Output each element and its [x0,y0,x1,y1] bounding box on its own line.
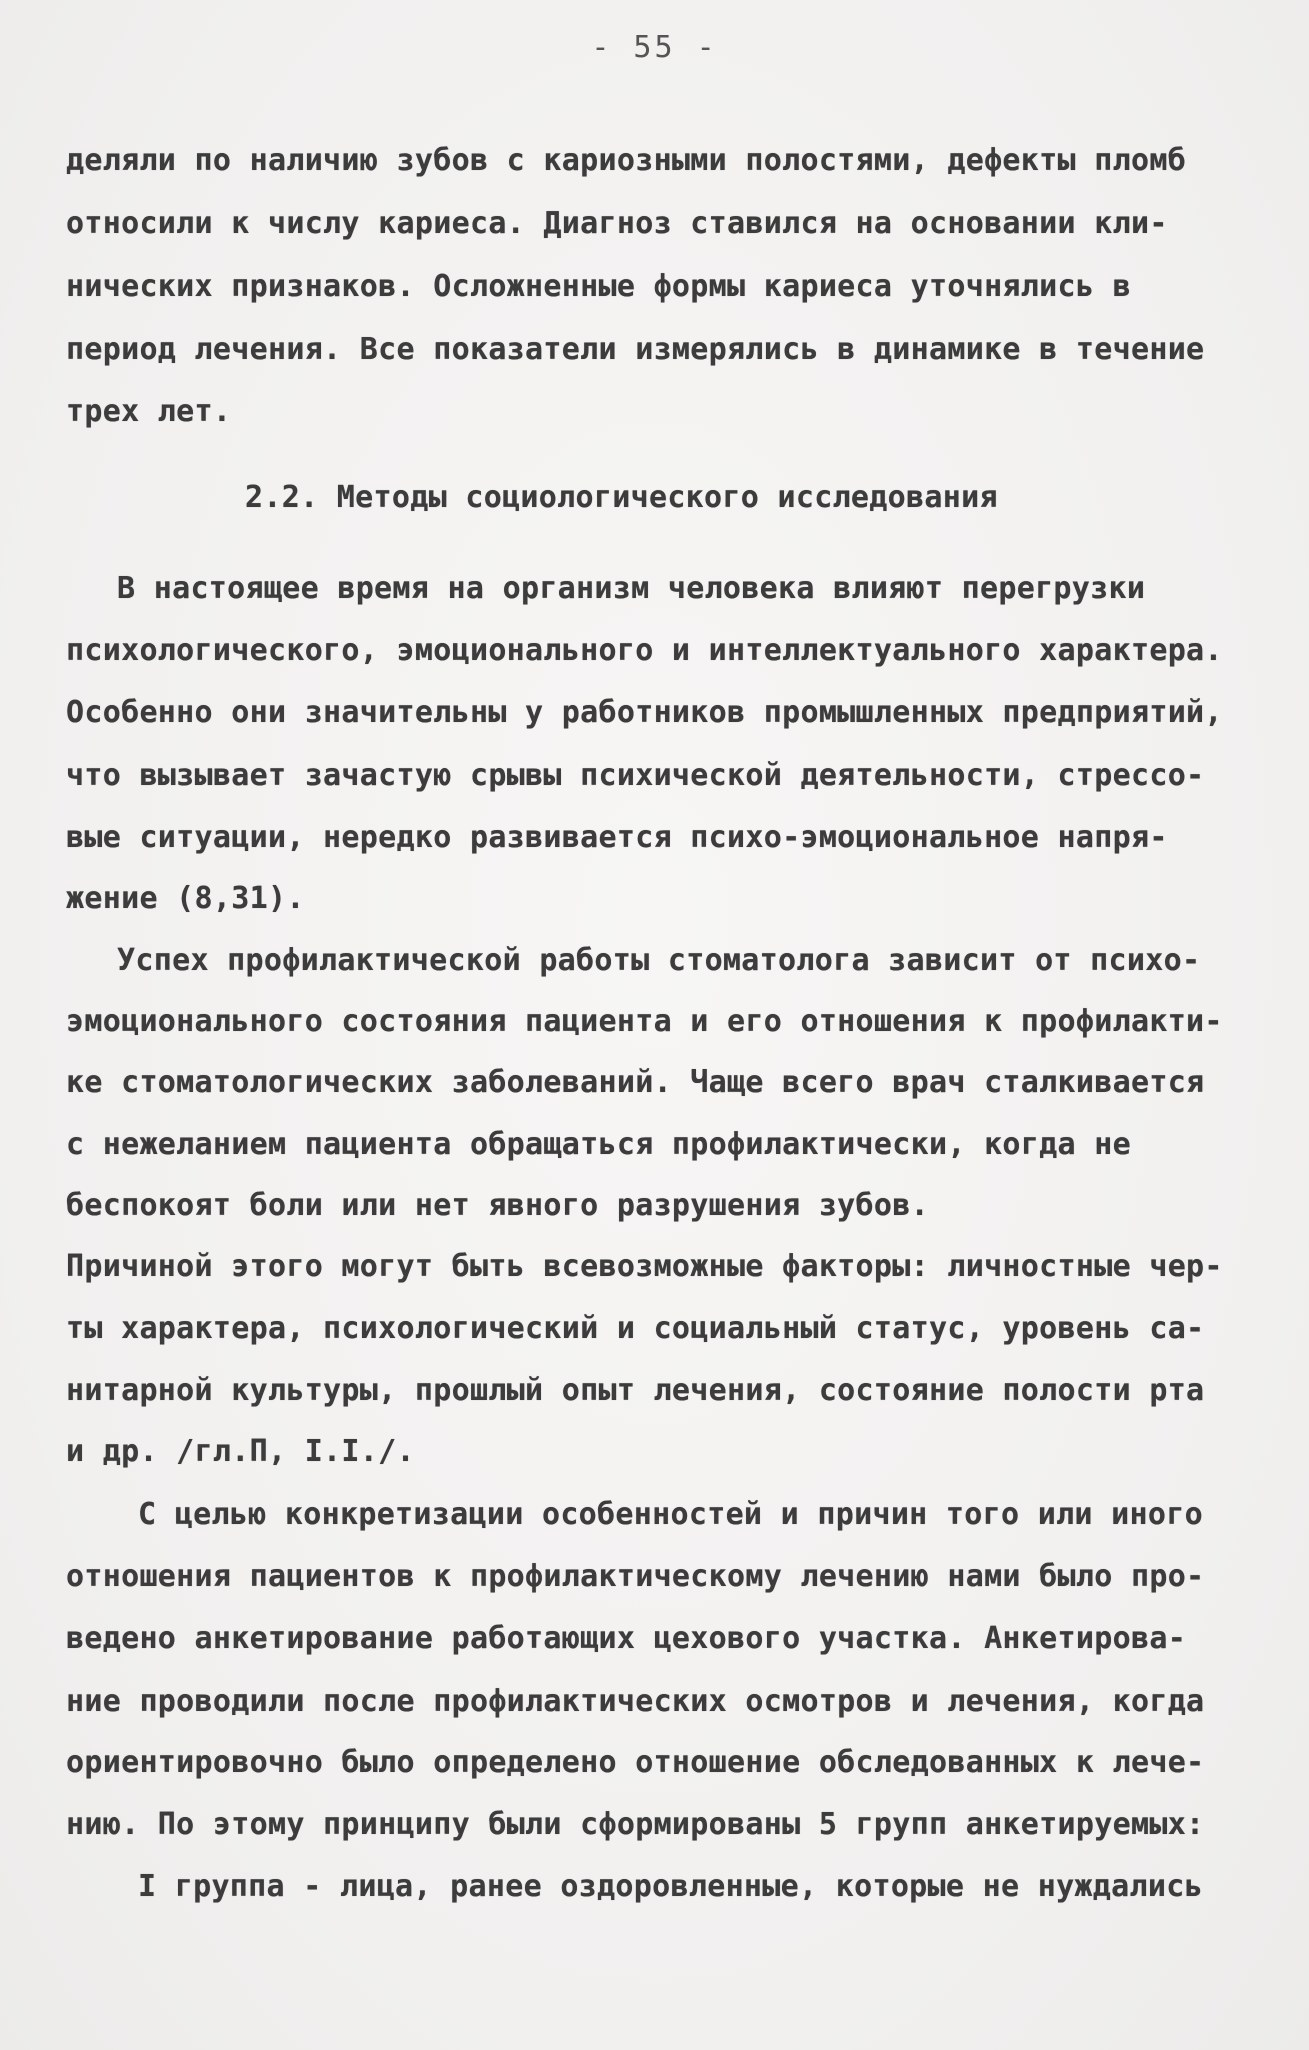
body-line: период лечения. Все показатели измерялись в динамике в течение [66,332,1205,367]
body-line: С целью конкретизации особенностей и причин того или иного [138,1497,1203,1532]
body-line: нитарной культуры, прошлый опыт лечения, состояние полости рта [66,1373,1205,1408]
body-line: Причиной этого могут быть всевозможные факторы: личностные чер- [66,1249,1223,1284]
body-line: Особенно они значительны у работников промышленных предприятий, [66,695,1223,730]
body-line: ориентировочно было определено отношение обследованных к лече- [66,1745,1205,1780]
body-line: вые ситуации, нередко развивается психо-эмоциональное напря- [66,820,1168,855]
body-line: нию. По этому принципу были сформированы 5 групп анкетируемых: [66,1807,1205,1842]
body-line: ке стоматологических заболеваний. Чаще всего врач сталкивается [66,1065,1205,1100]
body-line: деляли по наличию зубов с кариозными полостями, дефекты пломб [66,143,1187,178]
body-line: ведено анкетирование работающих цехового участка. Анкетирова- [66,1621,1187,1656]
section-heading: 2.2. Методы социологического исследования [245,480,998,515]
body-line: психологического, эмоционального и интеллектуального характера. [66,633,1223,668]
body-line: относили к числу кариеса. Диагноз ставился на основании кли- [66,206,1168,241]
body-line: что вызывает зачастую срывы психической деятельности, стрессо- [66,758,1205,793]
page-number: - 55 - [591,30,718,65]
body-line: I группа - лица, ранее оздоровленные, которые не нуждались [138,1869,1203,1904]
body-line: ты характера, психологический и социальный статус, уровень са- [66,1311,1205,1346]
body-line: с нежеланием пациента обращаться профилактически, когда не [66,1127,1131,1162]
body-line: ние проводили после профилактических осмотров и лечения, когда [66,1684,1205,1719]
body-line: жение (8,31). [66,881,305,916]
body-line: нических признаков. Осложненные формы кариеса уточнялись в [66,269,1131,304]
body-line: В настоящее время на организм человека влияют перегрузки [117,571,1146,606]
body-line: эмоционального состояния пациента и его отношения к профилакти- [66,1004,1223,1039]
body-line: беспокоят боли или нет явного разрушения зубов. [66,1188,929,1223]
body-line: трех лет. [66,394,232,429]
body-line: и др. /гл.П, I.I./. [66,1434,415,1469]
body-line: отношения пациентов к профилактическому лечению нами было про- [66,1559,1205,1594]
body-line: Успех профилактической работы стоматолога зависит от психо- [117,943,1201,978]
